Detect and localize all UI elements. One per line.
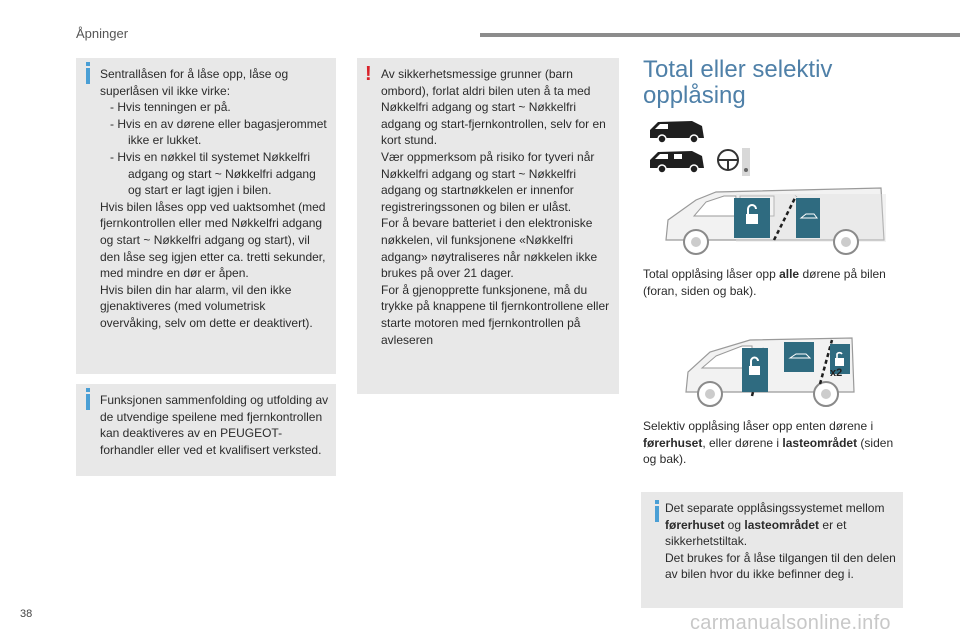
warning-box-keyless	[357, 58, 619, 394]
van-total-unlock-illustration	[656, 184, 890, 260]
text-line: Det separate opplåsingssystemet mellom førerhuset og lasteområdet er et sikkerhetstiltak.	[665, 501, 885, 549]
press-count-badge: x2	[830, 367, 843, 379]
list-item: - Hvis en av dørene eller bagasjerommet ikke er lukket.	[110, 116, 327, 148]
page-number: 38	[20, 608, 33, 620]
van-selective-unlock-illustration	[680, 330, 860, 412]
text-line: Sentrallåsen for å låse opp, låse og superlåsen vil ikke virke:	[100, 67, 289, 98]
selective-unlock-description: Selektiv opplåsing låser opp enten dørene i førerhuset, eller dørene i lasteområdet (siden og bak).	[643, 419, 894, 467]
info-icon	[86, 68, 90, 84]
info-box-central-locking	[76, 58, 336, 374]
warning-icon: !	[365, 63, 372, 85]
total-unlock-description: Total opplåsing låser opp alle dørene på bilen (foran, siden og bak).	[643, 267, 886, 298]
text-line: For å bevare batteriet i den elektroniske nøkkelen, vil funksjonene «Nøkkelfri adgang» nøytraliseres når nøkkelen ikke brukes på over 21 dager.	[381, 216, 598, 281]
text-line: Det brukes for å låse tilgangen til den delen av bilen hvor du ikke befinner deg i.	[665, 550, 896, 582]
header-bar	[480, 33, 960, 37]
list-item: - Hvis en nøkkel til systemet Nøkkelfri adgang og start ~ Nøkkelfri adgang og start er lagt igjen i bilen.	[110, 149, 316, 198]
watermark: carmanualsonline.info	[690, 612, 891, 634]
text-line: Hvis bilen låses opp ved uaktsomhet (med fjernkontrollen eller med Nøkkelfri adgang og start ~ Nøkkelfri adgang og start), vil den låse seg igjen etter ca. tretti sekunder, med mindre en dør er åpen.	[100, 199, 326, 281]
text-line: For å gjenopprette funksjonene, må du trykke på knappene til fjernkontrollene eller starte motoren med fjernkontrollen på avleseren	[381, 282, 610, 347]
van-icon	[646, 148, 708, 176]
chapter-title: Åpninger	[76, 26, 129, 41]
list-item: - Hvis tenningen er på.	[110, 100, 231, 115]
text-line: Hvis bilen din har alarm, vil den ikke gjenaktiveres (med volumetrisk overvåking, selv om dette er deaktivert).	[100, 282, 313, 330]
text-line: Funksjonen sammenfolding og utfolding av de utvendige speilene med fjernkontrollen kan deaktiveres av en PEUGEOT-forhandler eller ved et kvalifisert verksted.	[100, 393, 329, 457]
info-box-separate-unlocking	[641, 492, 903, 608]
info-icon	[86, 394, 90, 410]
section-title: Total eller selektiv opplåsing	[643, 56, 833, 109]
text-line: Av sikkerhetsmessige grunner (barn ombord), forlat aldri bilen uten å ta med Nøkkelfri adgang og start ~ Nøkkelfri adgang og start-fjernkontrollen, selv for en kort stund.	[381, 67, 606, 148]
info-box-mirrors	[76, 384, 336, 476]
van-icon	[646, 118, 708, 146]
text-line: Vær oppmerksom på risiko for tyveri når Nøkkelfri adgang og start ~ Nøkkelfri adgang og startnøkkelen er innenfor registreringssonen og bilen er ulåst.	[381, 149, 595, 214]
info-icon	[655, 506, 659, 522]
steering-wheel-icon	[712, 146, 752, 178]
